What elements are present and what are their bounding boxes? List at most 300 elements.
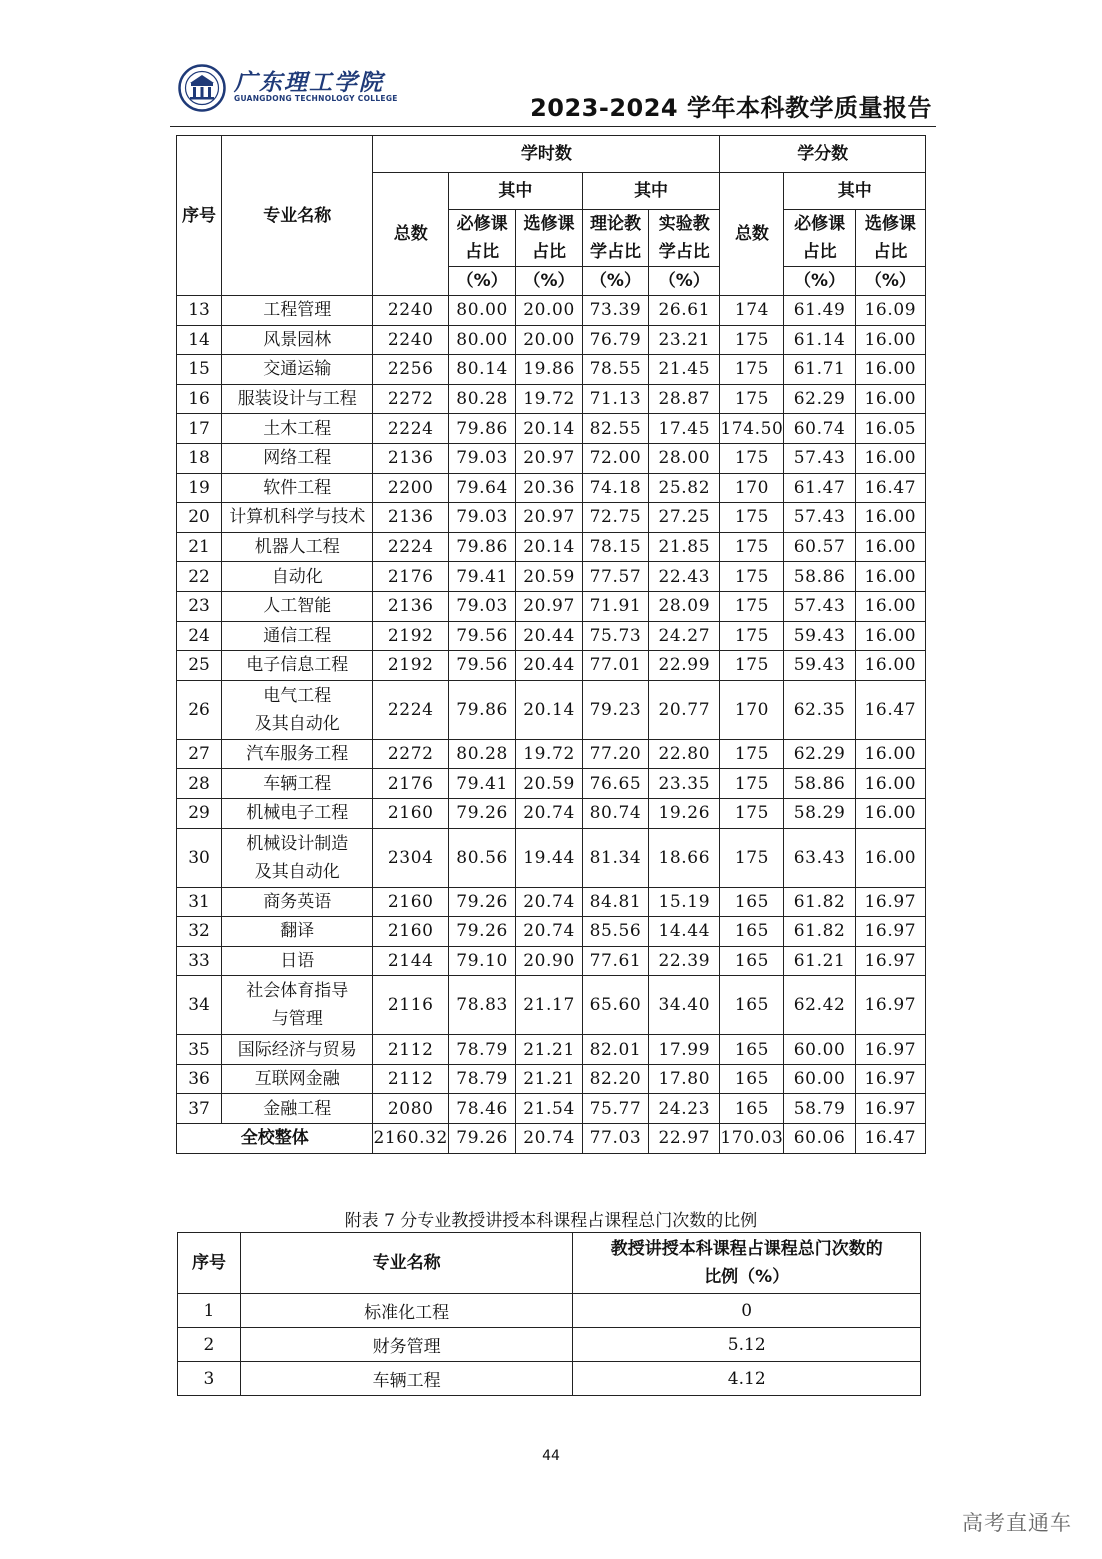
cele-cell: 16.00 xyxy=(855,621,925,651)
ele-cell: 20.14 xyxy=(516,680,582,739)
total-experiment-cell: 22.97 xyxy=(649,1124,720,1154)
cele-cell: 16.00 xyxy=(855,828,925,887)
exp-cell: 17.99 xyxy=(649,1035,720,1065)
credits-cell: 175 xyxy=(720,651,784,681)
req-cell: 79.86 xyxy=(448,680,515,739)
cele-cell: 16.00 xyxy=(855,798,925,828)
cele-cell: 16.00 xyxy=(855,384,925,414)
theory-cell: 78.15 xyxy=(582,532,648,562)
table-row xyxy=(177,1094,926,1124)
req-cell: 78.83 xyxy=(448,976,515,1035)
seq-cell: 28 xyxy=(177,769,222,799)
ele-cell: 19.86 xyxy=(516,355,582,385)
header-hours: 学时数 xyxy=(373,136,720,173)
total-cell: 2272 xyxy=(373,739,449,769)
table-row xyxy=(177,473,926,503)
req-cell: 79.56 xyxy=(448,621,515,651)
header-unit: （%） xyxy=(784,267,855,296)
exp-cell: 22.43 xyxy=(649,562,720,592)
major-cell: 通信工程 xyxy=(222,621,373,651)
seq-cell: 32 xyxy=(177,917,222,947)
cele-cell: 16.00 xyxy=(855,739,925,769)
req-cell: 79.56 xyxy=(448,651,515,681)
total-cell: 2192 xyxy=(373,621,449,651)
ele-cell: 20.97 xyxy=(516,443,582,473)
creq-cell: 60.00 xyxy=(784,1064,855,1094)
ele-cell: 20.97 xyxy=(516,591,582,621)
req-cell: 79.10 xyxy=(448,946,515,976)
total-cell: 2116 xyxy=(373,976,449,1035)
req-cell: 79.03 xyxy=(448,591,515,621)
exp-cell: 22.99 xyxy=(649,651,720,681)
total-credits-cell: 170.03 xyxy=(720,1124,784,1154)
ele-cell: 19.72 xyxy=(516,384,582,414)
header-credit-required-ratio: 必修课 占比 xyxy=(784,210,855,267)
seq-cell: 3 xyxy=(178,1362,241,1396)
watermark: 高考直通车 xyxy=(962,1511,1072,1535)
exp-cell: 14.44 xyxy=(649,917,720,947)
exp-cell: 28.00 xyxy=(649,443,720,473)
exp-cell: 17.45 xyxy=(649,414,720,444)
cele-cell: 16.00 xyxy=(855,355,925,385)
major-cell: 工程管理 xyxy=(222,296,373,326)
ele-cell: 20.74 xyxy=(516,798,582,828)
header-experiment-ratio: 实验教 学占比 xyxy=(649,210,720,267)
theory-cell: 65.60 xyxy=(582,976,648,1035)
major-cell: 人工智能 xyxy=(222,591,373,621)
seq-cell: 34 xyxy=(177,976,222,1035)
req-cell: 80.00 xyxy=(448,325,515,355)
credits-cell: 174.50 xyxy=(720,414,784,444)
credits-cell: 175 xyxy=(720,621,784,651)
seq-cell: 14 xyxy=(177,325,222,355)
theory-cell: 76.65 xyxy=(582,769,648,799)
credits-cell: 165 xyxy=(720,1094,784,1124)
theory-cell: 77.61 xyxy=(582,946,648,976)
ele-cell: 21.17 xyxy=(516,976,582,1035)
creq-cell: 61.71 xyxy=(784,355,855,385)
credits-cell: 175 xyxy=(720,443,784,473)
professor-teaching-table xyxy=(177,1232,921,1396)
major-cell: 交通运输 xyxy=(222,355,373,385)
seq-cell: 35 xyxy=(177,1035,222,1065)
ele-cell: 20.44 xyxy=(516,621,582,651)
theory-cell: 76.79 xyxy=(582,325,648,355)
cele-cell: 16.05 xyxy=(855,414,925,444)
total-cell: 2160 xyxy=(373,798,449,828)
req-cell: 78.79 xyxy=(448,1064,515,1094)
table-row xyxy=(177,1064,926,1094)
ele-cell: 20.74 xyxy=(516,917,582,947)
creq-cell: 62.29 xyxy=(784,739,855,769)
credits-cell: 175 xyxy=(720,828,784,887)
total-row xyxy=(177,1124,926,1154)
major-cell: 网络工程 xyxy=(222,443,373,473)
college-logo-icon xyxy=(178,64,226,112)
cele-cell: 16.97 xyxy=(855,887,925,917)
table-row xyxy=(177,414,926,444)
seq-cell: 21 xyxy=(177,532,222,562)
theory-cell: 75.73 xyxy=(582,621,648,651)
table-row xyxy=(177,384,926,414)
table-row xyxy=(177,532,926,562)
major-cell: 车辆工程 xyxy=(240,1362,573,1396)
exp-cell: 34.40 xyxy=(649,976,720,1035)
creq-cell: 61.47 xyxy=(784,473,855,503)
creq-cell: 63.43 xyxy=(784,828,855,887)
seq-cell: 19 xyxy=(177,473,222,503)
major-cell: 电气工程 及其自动化 xyxy=(222,680,373,739)
total-cell: 2080 xyxy=(373,1094,449,1124)
table-row xyxy=(177,296,926,326)
header-credits: 学分数 xyxy=(720,136,926,173)
major-cell: 国际经济与贸易 xyxy=(222,1035,373,1065)
theory-cell: 82.55 xyxy=(582,414,648,444)
creq-cell: 62.29 xyxy=(784,384,855,414)
theory-cell: 72.00 xyxy=(582,443,648,473)
ele-cell: 19.72 xyxy=(516,739,582,769)
total-cell: 2304 xyxy=(373,828,449,887)
major-cell: 财务管理 xyxy=(240,1328,573,1362)
table-row xyxy=(177,828,926,887)
seq-cell: 24 xyxy=(177,621,222,651)
total-elective-cell: 20.74 xyxy=(516,1124,582,1154)
major-cell: 机械设计制造 及其自动化 xyxy=(222,828,373,887)
theory-cell: 75.77 xyxy=(582,1094,648,1124)
seq-cell: 13 xyxy=(177,296,222,326)
creq-cell: 58.86 xyxy=(784,769,855,799)
theory-cell: 77.01 xyxy=(582,651,648,681)
theory-cell: 85.56 xyxy=(582,917,648,947)
exp-cell: 21.45 xyxy=(649,355,720,385)
seq-cell: 16 xyxy=(177,384,222,414)
creq-cell: 61.82 xyxy=(784,917,855,947)
creq-cell: 61.14 xyxy=(784,325,855,355)
table-row xyxy=(177,355,926,385)
total-cell: 2160 xyxy=(373,887,449,917)
exp-cell: 25.82 xyxy=(649,473,720,503)
cele-cell: 16.00 xyxy=(855,532,925,562)
ele-cell: 20.14 xyxy=(516,414,582,444)
req-cell: 79.41 xyxy=(448,562,515,592)
req-cell: 78.46 xyxy=(448,1094,515,1124)
seq-cell: 36 xyxy=(177,1064,222,1094)
req-cell: 79.41 xyxy=(448,769,515,799)
theory-cell: 78.55 xyxy=(582,355,648,385)
table-row xyxy=(177,887,926,917)
header-among-credits: 其中 xyxy=(784,173,926,210)
ele-cell: 21.21 xyxy=(516,1064,582,1094)
seq-cell: 1 xyxy=(178,1294,241,1328)
cele-cell: 16.00 xyxy=(855,651,925,681)
total-cell: 2144 xyxy=(373,946,449,976)
ratio-cell: 0 xyxy=(573,1294,921,1328)
header-unit: （%） xyxy=(649,267,720,296)
theory-cell: 82.01 xyxy=(582,1035,648,1065)
t2-header-major: 专业名称 xyxy=(240,1233,573,1294)
req-cell: 79.26 xyxy=(448,887,515,917)
t2-header-seq: 序号 xyxy=(178,1233,241,1294)
page-number: 44 xyxy=(542,1448,560,1464)
table-row xyxy=(177,503,926,533)
ratio-cell: 4.12 xyxy=(573,1362,921,1396)
total-cell: 2136 xyxy=(373,503,449,533)
major-cell: 风景园林 xyxy=(222,325,373,355)
cele-cell: 16.97 xyxy=(855,976,925,1035)
seq-cell: 29 xyxy=(177,798,222,828)
ele-cell: 20.14 xyxy=(516,532,582,562)
header-seq: 序号 xyxy=(177,136,222,296)
credits-cell: 165 xyxy=(720,946,784,976)
total-credit-elective-cell: 16.47 xyxy=(855,1124,925,1154)
ele-cell: 21.54 xyxy=(516,1094,582,1124)
ratio-cell: 5.12 xyxy=(573,1328,921,1362)
table-row xyxy=(177,680,926,739)
seq-cell: 2 xyxy=(178,1328,241,1362)
theory-cell: 77.20 xyxy=(582,739,648,769)
ele-cell: 20.36 xyxy=(516,473,582,503)
seq-cell: 31 xyxy=(177,887,222,917)
creq-cell: 62.42 xyxy=(784,976,855,1035)
header-elective-ratio: 选修课 占比 xyxy=(516,210,582,267)
ele-cell: 21.21 xyxy=(516,1035,582,1065)
creq-cell: 62.35 xyxy=(784,680,855,739)
exp-cell: 18.66 xyxy=(649,828,720,887)
major-cell: 车辆工程 xyxy=(222,769,373,799)
cele-cell: 16.97 xyxy=(855,946,925,976)
cele-cell: 16.47 xyxy=(855,473,925,503)
table-caption: 附表 7 分专业教授讲授本科课程占课程总门次数的比例 xyxy=(344,1211,758,1231)
major-cell: 翻译 xyxy=(222,917,373,947)
creq-cell: 58.86 xyxy=(784,562,855,592)
credits-cell: 175 xyxy=(720,562,784,592)
header-credit-elective-ratio: 选修课 占比 xyxy=(855,210,925,267)
exp-cell: 23.21 xyxy=(649,325,720,355)
seq-cell: 37 xyxy=(177,1094,222,1124)
header-total-credits: 总数 xyxy=(720,173,784,296)
table-row xyxy=(177,798,926,828)
total-hours-cell: 2160.32 xyxy=(373,1124,449,1154)
exp-cell: 23.35 xyxy=(649,769,720,799)
total-cell: 2176 xyxy=(373,769,449,799)
college-name-en: GUANGDONG TECHNOLOGY COLLEGE xyxy=(234,94,398,103)
theory-cell: 80.74 xyxy=(582,798,648,828)
credits-cell: 175 xyxy=(720,591,784,621)
total-cell: 2160 xyxy=(373,917,449,947)
major-cell: 自动化 xyxy=(222,562,373,592)
credits-cell: 175 xyxy=(720,798,784,828)
header-unit: （%） xyxy=(582,267,648,296)
credits-cell: 165 xyxy=(720,1035,784,1065)
header-major: 专业名称 xyxy=(222,136,373,296)
credits-cell: 170 xyxy=(720,680,784,739)
table-row xyxy=(178,1294,921,1328)
table-row xyxy=(177,562,926,592)
total-label: 全校整体 xyxy=(177,1124,373,1154)
seq-cell: 26 xyxy=(177,680,222,739)
exp-cell: 20.77 xyxy=(649,680,720,739)
total-cell: 2224 xyxy=(373,414,449,444)
theory-cell: 71.91 xyxy=(582,591,648,621)
total-cell: 2136 xyxy=(373,443,449,473)
exp-cell: 26.61 xyxy=(649,296,720,326)
req-cell: 80.28 xyxy=(448,384,515,414)
table-row xyxy=(177,946,926,976)
exp-cell: 22.39 xyxy=(649,946,720,976)
table-row xyxy=(177,591,926,621)
theory-cell: 71.13 xyxy=(582,384,648,414)
major-cell: 商务英语 xyxy=(222,887,373,917)
credits-cell: 175 xyxy=(720,384,784,414)
exp-cell: 15.19 xyxy=(649,887,720,917)
header-unit: （%） xyxy=(448,267,515,296)
total-cell: 2112 xyxy=(373,1064,449,1094)
exp-cell: 24.23 xyxy=(649,1094,720,1124)
major-cell: 社会体育指导 与管理 xyxy=(222,976,373,1035)
creq-cell: 60.00 xyxy=(784,1035,855,1065)
table-row xyxy=(177,1035,926,1065)
credits-cell: 165 xyxy=(720,917,784,947)
total-cell: 2256 xyxy=(373,355,449,385)
total-cell: 2176 xyxy=(373,562,449,592)
theory-cell: 79.23 xyxy=(582,680,648,739)
req-cell: 79.26 xyxy=(448,798,515,828)
exp-cell: 28.87 xyxy=(649,384,720,414)
major-cell: 金融工程 xyxy=(222,1094,373,1124)
exp-cell: 24.27 xyxy=(649,621,720,651)
table-row xyxy=(177,917,926,947)
seq-cell: 33 xyxy=(177,946,222,976)
header-among-teaching-type: 其中 xyxy=(582,173,720,210)
table-row xyxy=(177,325,926,355)
creq-cell: 61.49 xyxy=(784,296,855,326)
theory-cell: 73.39 xyxy=(582,296,648,326)
credits-cell: 175 xyxy=(720,532,784,562)
major-cell: 日语 xyxy=(222,946,373,976)
req-cell: 79.03 xyxy=(448,443,515,473)
req-cell: 80.56 xyxy=(448,828,515,887)
cele-cell: 16.00 xyxy=(855,769,925,799)
req-cell: 79.03 xyxy=(448,503,515,533)
total-required-cell: 79.26 xyxy=(448,1124,515,1154)
total-theory-cell: 77.03 xyxy=(582,1124,648,1154)
major-cell: 计算机科学与技术 xyxy=(222,503,373,533)
creq-cell: 59.43 xyxy=(784,621,855,651)
cele-cell: 16.00 xyxy=(855,325,925,355)
creq-cell: 57.43 xyxy=(784,443,855,473)
credits-cell: 175 xyxy=(720,503,784,533)
theory-cell: 82.20 xyxy=(582,1064,648,1094)
major-cell: 汽车服务工程 xyxy=(222,739,373,769)
header-required-ratio: 必修课 占比 xyxy=(448,210,515,267)
theory-cell: 81.34 xyxy=(582,828,648,887)
total-cell: 2136 xyxy=(373,591,449,621)
req-cell: 78.79 xyxy=(448,1035,515,1065)
creq-cell: 58.29 xyxy=(784,798,855,828)
cele-cell: 16.00 xyxy=(855,591,925,621)
theory-cell: 72.75 xyxy=(582,503,648,533)
cele-cell: 16.97 xyxy=(855,1064,925,1094)
credits-cell: 165 xyxy=(720,1064,784,1094)
major-cell: 机械电子工程 xyxy=(222,798,373,828)
seq-cell: 20 xyxy=(177,503,222,533)
seq-cell: 18 xyxy=(177,443,222,473)
total-cell: 2200 xyxy=(373,473,449,503)
seq-cell: 22 xyxy=(177,562,222,592)
ele-cell: 20.97 xyxy=(516,503,582,533)
major-cell: 电子信息工程 xyxy=(222,651,373,681)
total-cell: 2112 xyxy=(373,1035,449,1065)
cele-cell: 16.09 xyxy=(855,296,925,326)
req-cell: 79.64 xyxy=(448,473,515,503)
cele-cell: 16.47 xyxy=(855,680,925,739)
college-name-cn: 广东理工学院 xyxy=(234,70,384,96)
req-cell: 80.00 xyxy=(448,296,515,326)
ele-cell: 20.59 xyxy=(516,562,582,592)
header-unit: （%） xyxy=(855,267,925,296)
total-cell: 2224 xyxy=(373,532,449,562)
credits-cell: 175 xyxy=(720,739,784,769)
page-header xyxy=(170,58,936,127)
major-cell: 软件工程 xyxy=(222,473,373,503)
exp-cell: 27.25 xyxy=(649,503,720,533)
major-cell: 互联网金融 xyxy=(222,1064,373,1094)
major-cell: 标准化工程 xyxy=(240,1294,573,1328)
credits-cell: 174 xyxy=(720,296,784,326)
exp-cell: 22.80 xyxy=(649,739,720,769)
ele-cell: 20.00 xyxy=(516,296,582,326)
total-cell: 2192 xyxy=(373,651,449,681)
ele-cell: 20.90 xyxy=(516,946,582,976)
total-credit-required-cell: 60.06 xyxy=(784,1124,855,1154)
table-row xyxy=(177,739,926,769)
t2-header-ratio: 教授讲授本科课程占课程总门次数的 比例（%） xyxy=(573,1233,921,1294)
seq-cell: 23 xyxy=(177,591,222,621)
seq-cell: 30 xyxy=(177,828,222,887)
total-cell: 2240 xyxy=(373,325,449,355)
theory-cell: 84.81 xyxy=(582,887,648,917)
credits-cell: 165 xyxy=(720,976,784,1035)
creq-cell: 60.57 xyxy=(784,532,855,562)
ele-cell: 20.59 xyxy=(516,769,582,799)
ele-cell: 20.00 xyxy=(516,325,582,355)
cele-cell: 16.00 xyxy=(855,443,925,473)
header-theory-ratio: 理论教 学占比 xyxy=(582,210,648,267)
report-title: 2023-2024 学年本科教学质量报告 xyxy=(530,94,932,122)
credits-cell: 175 xyxy=(720,355,784,385)
creq-cell: 57.43 xyxy=(784,591,855,621)
total-cell: 2240 xyxy=(373,296,449,326)
req-cell: 79.86 xyxy=(448,532,515,562)
req-cell: 79.86 xyxy=(448,414,515,444)
seq-cell: 17 xyxy=(177,414,222,444)
creq-cell: 58.79 xyxy=(784,1094,855,1124)
table-row xyxy=(177,443,926,473)
major-cell: 土木工程 xyxy=(222,414,373,444)
exp-cell: 19.26 xyxy=(649,798,720,828)
credits-cell: 175 xyxy=(720,769,784,799)
creq-cell: 57.43 xyxy=(784,503,855,533)
theory-cell: 74.18 xyxy=(582,473,648,503)
creq-cell: 60.74 xyxy=(784,414,855,444)
exp-cell: 28.09 xyxy=(649,591,720,621)
cele-cell: 16.00 xyxy=(855,562,925,592)
seq-cell: 15 xyxy=(177,355,222,385)
cele-cell: 16.97 xyxy=(855,1035,925,1065)
credits-cell: 170 xyxy=(720,473,784,503)
total-cell: 2224 xyxy=(373,680,449,739)
creq-cell: 61.21 xyxy=(784,946,855,976)
